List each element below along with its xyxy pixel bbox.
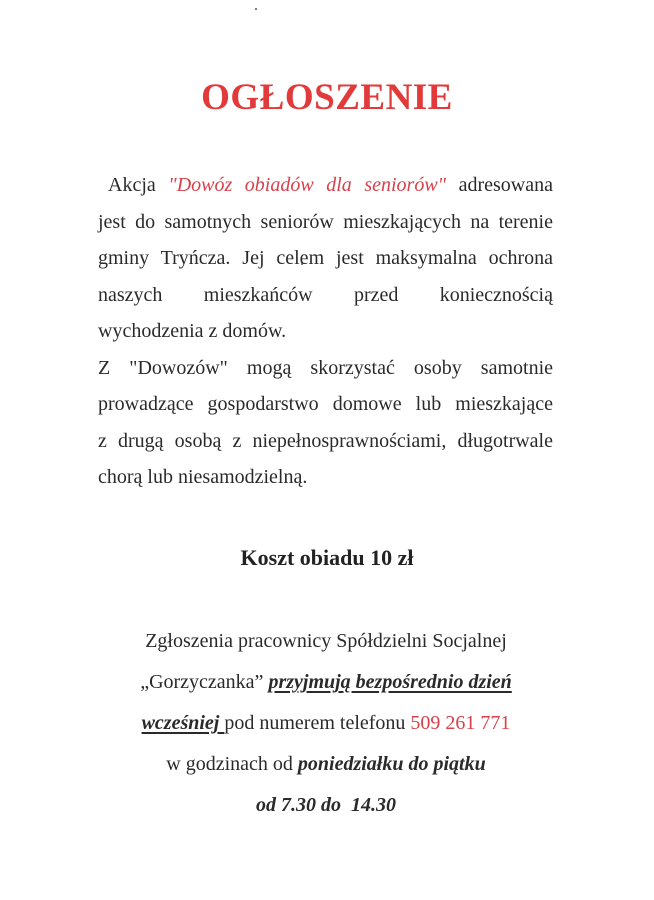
- intro-line: chorą lub niesamodzielną.: [98, 466, 308, 488]
- intro-line: jest do samotnych seniorów mieszkających na terenie: [98, 210, 553, 233]
- cooperative-name: „Gorzyczanka”: [140, 671, 269, 693]
- contact-line: [86, 662, 566, 703]
- intro-text: Akcja: [108, 174, 169, 196]
- intro-line: z drugą osobą z niepełnosprawnościami, długotrwale: [98, 429, 553, 452]
- meal-cost: Koszt obiadu 10 zł: [240, 545, 414, 570]
- emphasis-text: wcześniej: [141, 712, 225, 734]
- intro-text: adresowana: [446, 174, 553, 196]
- intro-line: wychodzenia z domów.: [98, 320, 287, 342]
- contact-line: Zgłoszenia pracownicy Spółdzielni Socjalnej: [145, 630, 507, 652]
- intro-paragraph: [98, 167, 553, 496]
- weekday-range: poniedziałku do piątku: [297, 753, 486, 775]
- contact-line: [86, 744, 566, 785]
- intro-line: prowadzące gospodarstwo domowe lub mieszkające: [98, 393, 553, 415]
- campaign-name: "Dowóz obiadów dla seniorów": [168, 174, 447, 196]
- intro-line: Z "Dowozów" mogą skorzystać osoby samotnie: [98, 356, 553, 379]
- emphasis-text: przyjmują bezpośrednio dzień: [268, 671, 512, 693]
- contact-text: w godzinach od: [166, 753, 298, 775]
- hours: od 7.30 do 14.30: [256, 794, 396, 816]
- contact-section: [86, 621, 566, 826]
- contact-text: pod numerem telefonu: [224, 712, 411, 734]
- phone-number: 509 261 771: [410, 712, 511, 734]
- contact-line: [86, 703, 566, 744]
- intro-line: naszych mieszkańców przed koniecznością: [98, 283, 553, 306]
- intro-line: [98, 167, 553, 204]
- intro-line: gminy Tryńcza. Jej celem jest maksymalna ochrona: [98, 247, 553, 269]
- announcement-title: OGŁOSZENIE: [201, 77, 453, 118]
- scan-speck: [255, 8, 257, 10]
